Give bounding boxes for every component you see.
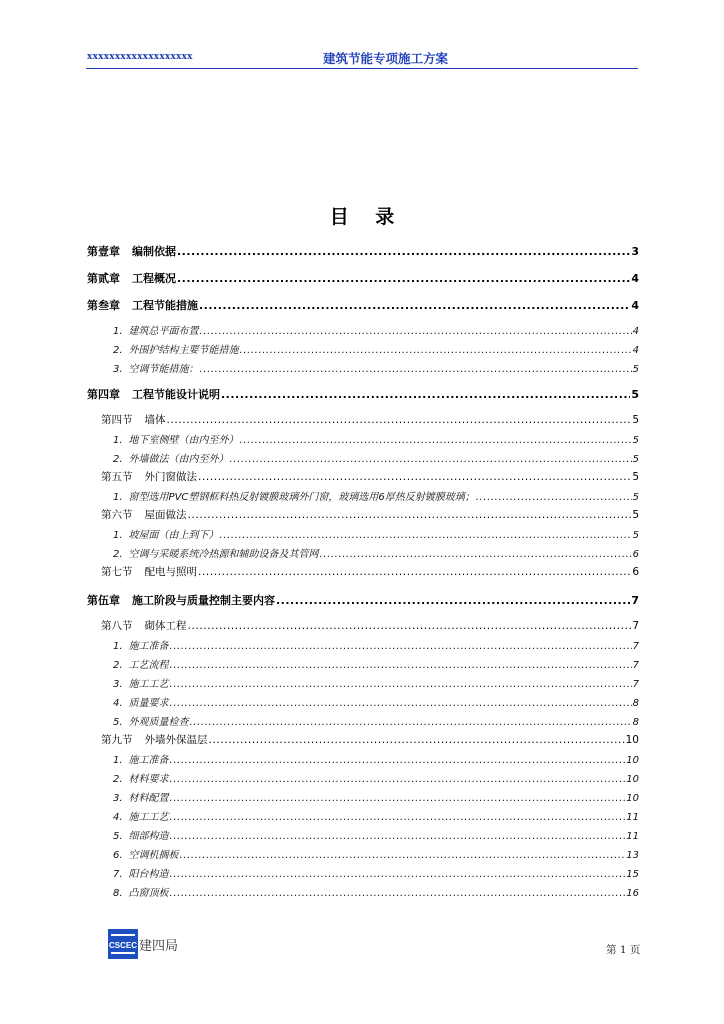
toc-entry[interactable] [101, 564, 639, 579]
toc-entry[interactable] [113, 789, 639, 804]
toc-entry-title: 编制依据 [132, 245, 176, 258]
toc-entry-title: 墙体 [144, 414, 166, 426]
toc-leader-dots [177, 245, 630, 258]
toc-entry-number: 第贰章 [87, 272, 120, 285]
svg-text:CSCEC: CSCEC [108, 941, 138, 950]
toc-entry-page: 5 [632, 530, 639, 541]
toc-entry[interactable] [113, 827, 639, 842]
toc-entry-title: 工艺流程 [128, 660, 169, 671]
toc-entry-label [113, 322, 199, 337]
toc-leader-dots [170, 774, 626, 785]
toc-entry-label [113, 450, 229, 465]
toc-entry-title: 外观质量检查 [128, 717, 189, 728]
toc-entry[interactable] [113, 751, 639, 766]
toc-entry-title: 质量要求 [128, 698, 169, 709]
toc-entry-page: 7 [631, 594, 639, 607]
toc-entry-number: 第四节 [101, 414, 133, 426]
toc-entry-title: 配电与照明 [144, 566, 197, 578]
toc-entry-number: 1. [113, 492, 123, 503]
toc-entry[interactable] [113, 341, 639, 356]
toc-entry[interactable] [101, 732, 639, 747]
toc-entry-title: 凸窗顶板 [128, 888, 169, 899]
toc-entry[interactable] [87, 243, 639, 259]
header-left-text: xxxxxxxxxxxxxxxxxxx [87, 52, 193, 62]
toc-entry-title: 工程节能措施 [132, 299, 198, 312]
toc-entry-title: 砌体工程 [144, 620, 187, 632]
toc-leader-dots [180, 850, 626, 861]
toc-entry-title: 空调与采暖系统冷热源和辅助设备及其管网 [128, 549, 319, 560]
toc-entry[interactable] [113, 322, 639, 337]
toc-entry[interactable] [113, 545, 639, 560]
toc-entry-number: 3. [113, 793, 123, 804]
toc-entry-label [101, 412, 166, 427]
toc-leader-dots [220, 530, 632, 541]
toc-entry-page: 13 [626, 850, 639, 861]
toc-entry-page: 16 [626, 888, 639, 899]
toc-leader-dots [177, 272, 630, 285]
toc-title: 目 录 [329, 206, 405, 228]
toc-entry-number: 第四章 [87, 388, 120, 401]
toc-entry[interactable] [113, 808, 639, 823]
toc-entry-label [101, 564, 197, 579]
toc-entry-page: 11 [626, 812, 639, 823]
toc-leader-dots [198, 471, 631, 483]
toc-entry-page: 5 [632, 435, 639, 446]
toc-entry[interactable] [87, 297, 639, 313]
toc-entry-page: 3 [631, 245, 639, 258]
toc-entry-number: 1. [113, 435, 123, 446]
toc-entry-title: 工程节能设计说明 [132, 388, 220, 401]
toc-entry-title: 工程概况 [132, 272, 176, 285]
toc-entry-label [101, 732, 208, 747]
toc-entry[interactable] [101, 507, 639, 522]
toc-entry-label [113, 431, 239, 446]
toc-leader-dots [188, 620, 632, 632]
toc-entry-label [101, 469, 197, 484]
toc-entry-label [113, 675, 169, 690]
toc-leader-dots [320, 549, 632, 560]
toc-entry-label [113, 637, 169, 652]
toc-entry[interactable] [113, 884, 639, 899]
toc-entry[interactable] [113, 431, 639, 446]
toc-entry-page: 6 [632, 566, 639, 578]
toc-entry-label [113, 865, 169, 880]
toc-entry-label [87, 297, 198, 313]
toc-entry-title: 外门窗做法 [144, 471, 197, 483]
toc-entry-label [87, 592, 275, 608]
toc-leader-dots [230, 454, 632, 465]
toc-leader-dots [240, 345, 632, 356]
toc-entry-number: 7. [113, 869, 123, 880]
toc-entry-page: 5 [632, 509, 639, 521]
toc-entry-number: 5. [113, 717, 123, 728]
toc-entry-label [113, 694, 169, 709]
toc-leader-dots [199, 299, 630, 312]
toc-entry-number: 1. [113, 755, 123, 766]
toc-entry-title: 坡屋面（由上到下） [128, 530, 219, 541]
toc-leader-dots [170, 888, 626, 899]
toc-leader-dots [276, 594, 630, 607]
cscec-logo-icon [108, 929, 138, 959]
toc-entry-label [113, 846, 179, 861]
toc-entry-label [87, 243, 176, 259]
toc-entry[interactable] [113, 450, 639, 465]
toc-entry-page: 10 [626, 755, 639, 766]
toc-entry-number: 第叁章 [87, 299, 120, 312]
toc-entry-label [113, 488, 475, 503]
toc-entry-number: 2. [113, 345, 123, 356]
toc-entry-number: 2. [113, 660, 123, 671]
toc-entry-page: 5 [632, 471, 639, 483]
toc-leader-dots [167, 414, 632, 426]
toc-entry[interactable] [87, 592, 639, 608]
toc-entry-page: 11 [626, 831, 639, 842]
toc-entry-title: 材料要求 [128, 774, 169, 785]
toc-entry[interactable] [101, 469, 639, 484]
toc-entry-label [113, 808, 169, 823]
toc-leader-dots [476, 492, 632, 503]
toc-leader-dots [170, 660, 632, 671]
toc-entry-title: 建筑总平面布置 [128, 326, 199, 337]
toc-entry-title: 细部构造 [128, 831, 169, 842]
toc-entry-page: 15 [626, 869, 639, 880]
toc-entry-page: 7 [632, 660, 639, 671]
toc-entry-label [113, 751, 169, 766]
toc-entry-page: 7 [632, 620, 639, 632]
toc-entry-title: 窗型选用PVC塑钢框料热反射镀膜玻璃外门窗，玻璃选用6厚热反射镀膜玻璃； [128, 492, 475, 503]
toc-leader-dots [188, 509, 632, 521]
toc-leader-dots [170, 698, 632, 709]
toc-entry-page: 10 [626, 793, 639, 804]
toc-entry[interactable] [113, 694, 639, 709]
toc-leader-dots [170, 679, 632, 690]
toc-entry-label [101, 618, 187, 633]
toc-entry-title: 阳台构造 [128, 869, 169, 880]
toc-entry-number: 第八节 [101, 620, 133, 632]
toc-entry-label [87, 386, 220, 402]
toc-entry-title: 施工准备 [128, 641, 169, 652]
toc-entry-title: 施工工艺 [128, 812, 169, 823]
footer-page-number: 第 1 页 [606, 944, 641, 956]
toc-entry-number: 4. [113, 812, 123, 823]
toc-leader-dots [200, 326, 632, 337]
toc-entry[interactable] [101, 412, 639, 427]
toc-entry[interactable] [87, 270, 639, 286]
toc-leader-dots [240, 435, 632, 446]
toc-entry-page: 4 [632, 326, 639, 337]
toc-entry-number: 3. [113, 679, 123, 690]
toc-entry-number: 第伍章 [87, 594, 120, 607]
toc-entry-number: 1. [113, 641, 123, 652]
toc-entry-page: 10 [625, 734, 639, 746]
toc-entry-number: 3. [113, 364, 123, 375]
toc-leader-dots [190, 717, 632, 728]
toc-entry-page: 5 [632, 492, 639, 503]
toc-entry-label [113, 884, 169, 899]
toc-entry-title: 空调节能措施： [128, 364, 199, 375]
toc-entry-page: 7 [632, 641, 639, 652]
toc-entry-page: 8 [632, 717, 639, 728]
toc-leader-dots [170, 812, 626, 823]
toc-entry-page: 4 [632, 345, 639, 356]
toc-entry[interactable] [87, 386, 639, 402]
header-title: 建筑节能专项施工方案 [323, 51, 449, 66]
toc-entry-title: 材料配置 [128, 793, 169, 804]
toc-entry-number: 2. [113, 549, 123, 560]
toc-entry-label [113, 526, 219, 541]
toc-leader-dots [170, 869, 626, 880]
toc-entry-title: 空调机搁板 [128, 850, 179, 861]
toc-entry-number: 8. [113, 888, 123, 899]
toc-leader-dots [209, 734, 625, 746]
toc-entry-label [113, 545, 319, 560]
toc-entry-page: 5 [631, 388, 639, 401]
toc-entry-page: 5 [632, 364, 639, 375]
toc-entry-number: 1. [113, 326, 123, 337]
toc-entry-title: 屋面做法 [144, 509, 187, 521]
toc-entry[interactable] [113, 713, 639, 728]
toc-entry-number: 第六节 [101, 509, 133, 521]
toc-entry[interactable] [113, 526, 639, 541]
toc-leader-dots [170, 641, 632, 652]
toc-entry[interactable] [113, 770, 639, 785]
toc-leader-dots [221, 388, 630, 401]
toc-entry-page: 6 [632, 549, 639, 560]
toc-entry[interactable] [113, 675, 639, 690]
toc-entry-title: 地下室侧壁（由内至外） [128, 435, 239, 446]
toc-entry-title: 施工阶段与质量控制主要内容 [132, 594, 275, 607]
toc-entry-label [113, 789, 169, 804]
toc-entry-page: 10 [626, 774, 639, 785]
toc-entry-label [113, 341, 239, 356]
toc-entry-label [113, 360, 199, 375]
toc-entry-title: 外围护结构主要节能措施 [128, 345, 239, 356]
toc-entry-title: 施工工艺 [128, 679, 169, 690]
toc-entry-number: 第五节 [101, 471, 133, 483]
toc-entry-page: 4 [631, 272, 639, 285]
toc-entry-page: 8 [632, 698, 639, 709]
toc-entry-title: 施工准备 [128, 755, 169, 766]
toc-entry-number: 第七节 [101, 566, 133, 578]
toc-leader-dots [200, 364, 632, 375]
toc-entry-label [113, 656, 169, 671]
toc-entry-label [113, 770, 169, 785]
toc-entry-number: 4. [113, 698, 123, 709]
toc-entry[interactable] [113, 846, 639, 861]
toc-entry-label [101, 507, 187, 522]
toc-entry[interactable] [113, 865, 639, 880]
toc-entry-number: 第壹章 [87, 245, 120, 258]
toc-entry-number: 5. [113, 831, 123, 842]
toc-entry[interactable] [113, 488, 639, 503]
toc-entry-number: 1. [113, 530, 123, 541]
toc-leader-dots [170, 831, 626, 842]
toc-entry[interactable] [113, 637, 639, 652]
toc-entry-page: 5 [632, 454, 639, 465]
toc-entry-title: 外墙外保温层 [144, 734, 208, 746]
toc-entry[interactable] [101, 618, 639, 633]
toc-entry-page: 4 [631, 299, 639, 312]
toc-entry[interactable] [113, 360, 639, 375]
toc-entry-number: 2. [113, 454, 123, 465]
footer-org-name: 建四局 [139, 939, 179, 954]
toc-leader-dots [198, 566, 631, 578]
toc-entry-number: 2. [113, 774, 123, 785]
toc-leader-dots [170, 793, 626, 804]
toc-leader-dots [170, 755, 626, 766]
toc-entry-title: 外墙做法（由内至外） [128, 454, 229, 465]
toc-entry-label [113, 827, 169, 842]
toc-entry[interactable] [113, 656, 639, 671]
toc-entry-number: 第九节 [101, 734, 133, 746]
toc-entry-label [113, 713, 189, 728]
toc-entry-number: 6. [113, 850, 123, 861]
toc-entry-page: 5 [632, 414, 639, 426]
toc-entry-page: 7 [632, 679, 639, 690]
toc-entry-label [87, 270, 176, 286]
